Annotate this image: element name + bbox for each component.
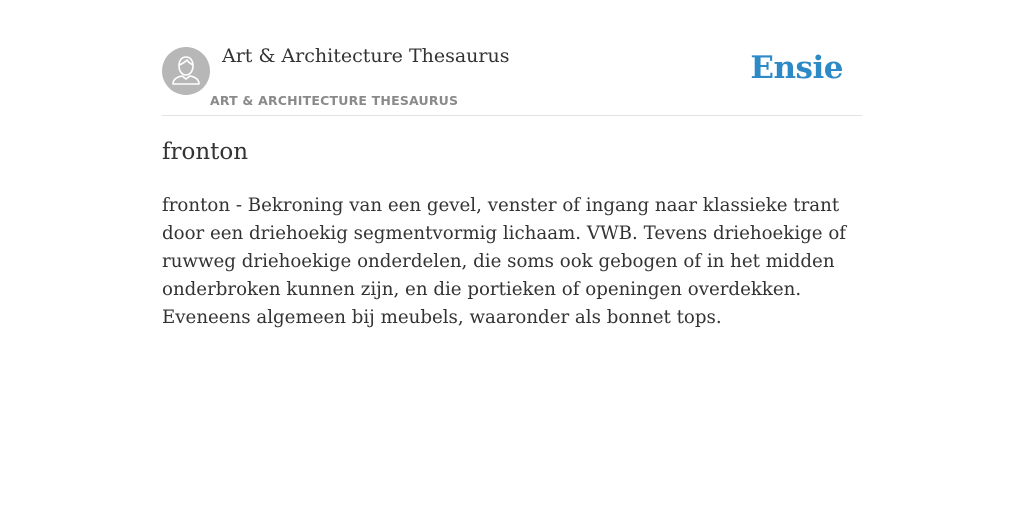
source-caption[interactable]: ART & ARCHITECTURE THESAURUS bbox=[210, 93, 459, 108]
source-header bbox=[162, 0, 862, 116]
user-silhouette-icon bbox=[162, 47, 210, 95]
entry-title: fronton bbox=[162, 139, 249, 165]
user-avatar[interactable] bbox=[162, 47, 210, 95]
page-container bbox=[162, 0, 862, 328]
source-name[interactable]: Art & Architecture Thesaurus bbox=[222, 45, 510, 67]
brand-logo-link[interactable]: Ensie bbox=[750, 50, 843, 86]
entry-definition: fronton - Bekroning van een gevel, venster of ingang naar klassieke trant door een driehoekig segmentvormig lichaam. VWB. Tevens driehoekige of ruwweg driehoekige onderdelen, die soms ook gebogen of in het midden onderbroken kunnen zijn, en die portieken of openingen overdekken. Eveneens algemeen bij meubels, waaronder als bonnet tops. bbox=[162, 195, 847, 328]
